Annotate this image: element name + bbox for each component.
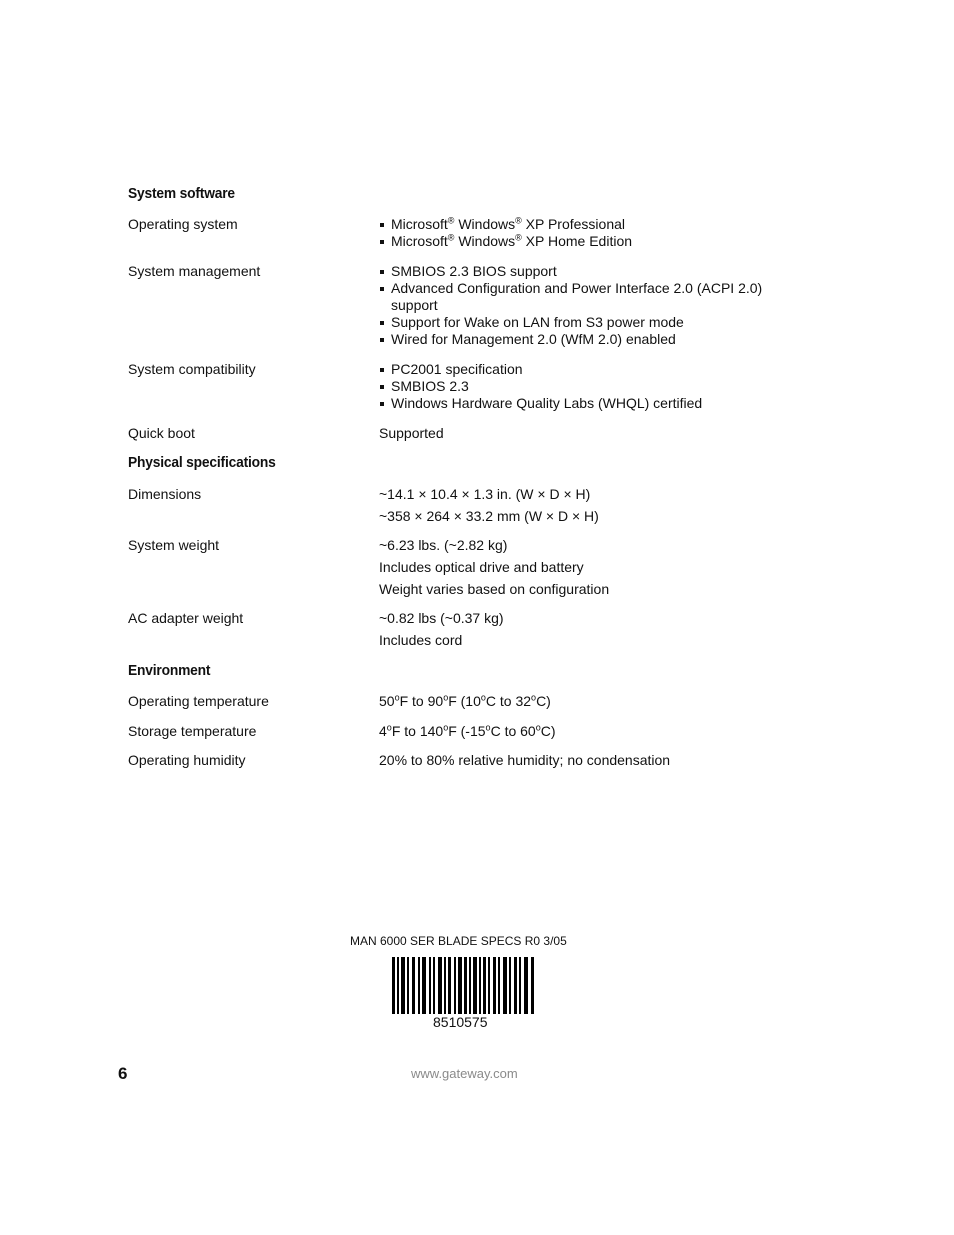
label-system-management: System management	[128, 263, 261, 279]
section-heading-physical-specifications: Physical specifications	[128, 454, 276, 471]
website-url: www.gateway.com	[411, 1066, 518, 1081]
text-line: Includes cord	[379, 632, 463, 648]
section-heading-environment: Environment	[128, 662, 211, 679]
label-ac-adapter-weight: AC adapter weight	[128, 610, 244, 626]
list-item: Microsoft® Windows® XP Professional	[379, 216, 779, 233]
label-quick-boot: Quick boot	[128, 425, 195, 441]
label-system-compatibility: System compatibility	[128, 361, 256, 377]
value-system-weight	[379, 537, 779, 598]
value-operating-system	[379, 216, 779, 250]
label-storage-temperature: Storage temperature	[128, 723, 257, 739]
value-operating-humidity: 20% to 80% relative humidity; no condensation	[379, 752, 671, 768]
value-storage-temperature: 4$^o$F to 140$^o$F (-15$^o$C to 60$^o$C)	[379, 722, 556, 739]
list-item: Advanced Configuration and Power Interface 2.0 (ACPI 2.0) support	[379, 280, 774, 314]
text-line: Weight varies based on configuration	[379, 581, 610, 597]
value-ac-adapter-weight	[379, 610, 779, 649]
value-operating-temperature: 50$^o$F to 90$^o$F (10$^o$C to 32$^o$C)	[379, 692, 551, 709]
document-code: MAN 6000 SER BLADE SPECS R0 3/05	[350, 934, 567, 948]
page-number: 6	[118, 1064, 128, 1083]
value-system-management	[379, 263, 774, 348]
barcode-number: 8510575	[433, 1014, 488, 1030]
label-dimensions: Dimensions	[128, 486, 202, 502]
label-system-weight: System weight	[128, 537, 220, 553]
list-item: Windows Hardware Quality Labs (WHQL) certified	[379, 395, 779, 412]
text-line: Includes optical drive and battery	[379, 559, 584, 575]
list-item: Support for Wake on LAN from S3 power mode	[379, 314, 774, 331]
value-quick-boot: Supported	[379, 425, 444, 441]
list-item: Microsoft® Windows® XP Home Edition	[379, 233, 779, 250]
label-operating-temperature: Operating temperature	[128, 693, 269, 709]
label-operating-humidity: Operating humidity	[128, 752, 246, 768]
list-item: PC2001 specification	[379, 361, 779, 378]
list-item: SMBIOS 2.3	[379, 378, 779, 395]
list-item: Wired for Management 2.0 (WfM 2.0) enabled	[379, 331, 774, 348]
text-line: ~6.23 lbs. (~2.82 kg)	[379, 537, 508, 553]
barcode	[392, 957, 534, 1014]
section-heading-system-software: System software	[128, 185, 235, 202]
label-operating-system: Operating system	[128, 216, 238, 232]
value-dimensions	[379, 486, 779, 525]
list-item: SMBIOS 2.3 BIOS support	[379, 263, 774, 280]
text-line: ~358 × 264 × 33.2 mm (W × D × H)	[379, 508, 599, 524]
text-line: ~14.1 × 10.4 × 1.3 in. (W × D × H)	[379, 486, 591, 502]
text-line: ~0.82 lbs (~0.37 kg)	[379, 610, 504, 626]
value-system-compatibility	[379, 361, 779, 412]
